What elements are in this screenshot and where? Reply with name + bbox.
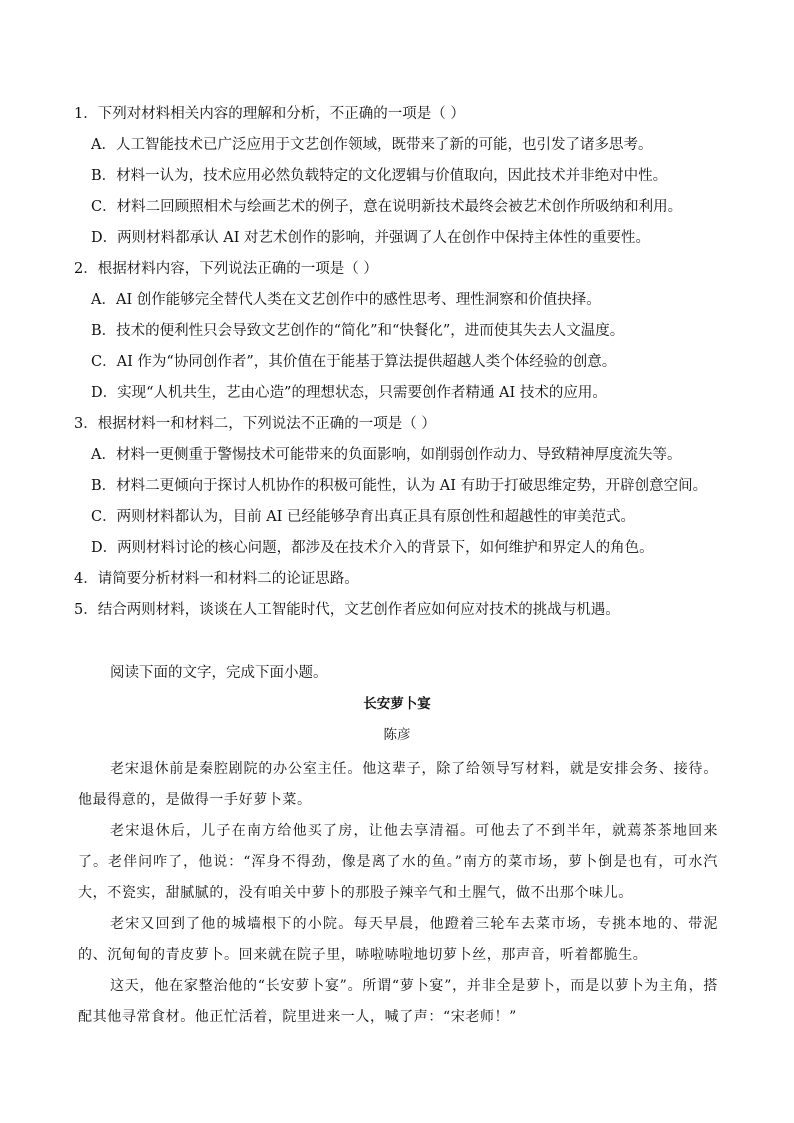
question-1-option-b: B．材料一认为，技术应用必然负载特定的文化逻辑与价值取向，因此技术并非绝对中性。 [91, 168, 668, 184]
question-3-option-c: C．两则材料都认为，目前 AI 已经能够孕育出真正具有原创性和超越性的审美范式。 [91, 509, 636, 525]
passage-paragraph-2: 老宋退休后，儿子在南方给他买了房，让他去享清福。可他去了不到半年，就蔫茶茶地回来了。老伴问咋了，他说：“浑身不得劲，像是离了水的鱼。”南方的菜市场，萝卜倒是也有，可水汽大，不瓷实，甜腻腻的，没有咱关中萝卜的那股子辣辛气和土腥气，做不出那个味儿。 [78, 823, 718, 901]
question-3-stem: 3．根据材料一和材料二，下列说法不正确的一项是（ ） [74, 416, 436, 432]
question-3-option-d: D．两则材料讨论的核心问题，都涉及在技术介入的背景下，如何维护和界定人的角色。 [91, 540, 654, 556]
question-2-stem: 2．根据材料内容，下列说法正确的一项是（ ） [74, 261, 378, 277]
passage-paragraph-3: 老宋又回到了他的城墙根下的小院。每天早晨，他蹬着三轮车去菜市场，专挑本地的、带泥的、沉甸甸的青皮萝卜。回来就在院子里，哧啦哧啦地切萝卜丝，那声音，听着都脆生。 [78, 916, 718, 963]
question-2-option-a: A．AI 创作能够完全替代人类在文艺创作中的感性思考、理性洞察和价值抉择。 [91, 292, 601, 308]
question-2-option-b: B．技术的便利性只会导致文艺创作的“简化”和“快餐化”，进而使其失去人文温度。 [91, 323, 625, 339]
passage-paragraph-4: 这天，他在家整治他的“长安萝卜宴”。所谓“萝卜宴”，并非全是萝卜，而是以萝卜为主角，搭配其他寻常食材。他正忙活着，院里进来一人，喊了声：“宋老师！” [78, 978, 718, 1025]
question-1-stem: 1．下列对材料相关内容的理解和分析，不正确的一项是（ ） [74, 106, 465, 122]
question-2-option-d: D．实现“人机共生，艺由心造”的理想状态，只需要创作者精通 AI 技术的应用。 [91, 385, 607, 401]
question-3-option-b: B．材料二更倾向于探讨人机协作的积极可能性，认为 AI 有助于打破思维定势，开辟创意空间。 [91, 478, 708, 494]
passage-author: 陈彦 [383, 727, 411, 743]
question-5-stem: 5．结合两则材料，谈谈在人工智能时代，文艺创作者应如何应对技术的挑战与机遇。 [74, 602, 620, 618]
question-1-option-a: A．人工智能技术已广泛应用于文艺创作领域，既带来了新的可能，也引发了诸多思考。 [91, 137, 653, 153]
question-4-stem: 4．请简要分析材料一和材料二的论证思路。 [74, 571, 359, 587]
reading-instruction: 阅读下面的文字，完成下面小题。 [110, 665, 328, 681]
question-1-option-d: D．两则材料都承认 AI 对艺术创作的影响，并强调了人在创作中保持主体性的重要性。 [91, 230, 651, 246]
question-2-option-c: C．AI 作为“协同创作者”，其价值在于能基于算法提供超越人类个体经验的创意。 [91, 354, 617, 370]
question-3-option-a: A．材料一更侧重于警惕技术可能带来的负面影响，如削弱创作动力、导致精神厚度流失等。 [91, 447, 682, 463]
passage-paragraph-1: 老宋退休前是秦腔剧院的办公室主任。他这辈子，除了给领导写材料，就是安排会务、接待。他最得意的，是做得一手好萝卜菜。 [78, 761, 718, 808]
passage-title: 长安萝卜宴 [363, 696, 431, 712]
question-1-option-c: C．材料二回顾照相术与绘画艺术的例子，意在说明新技术最终会被艺术创作所吸纳和利用。 [91, 199, 683, 215]
